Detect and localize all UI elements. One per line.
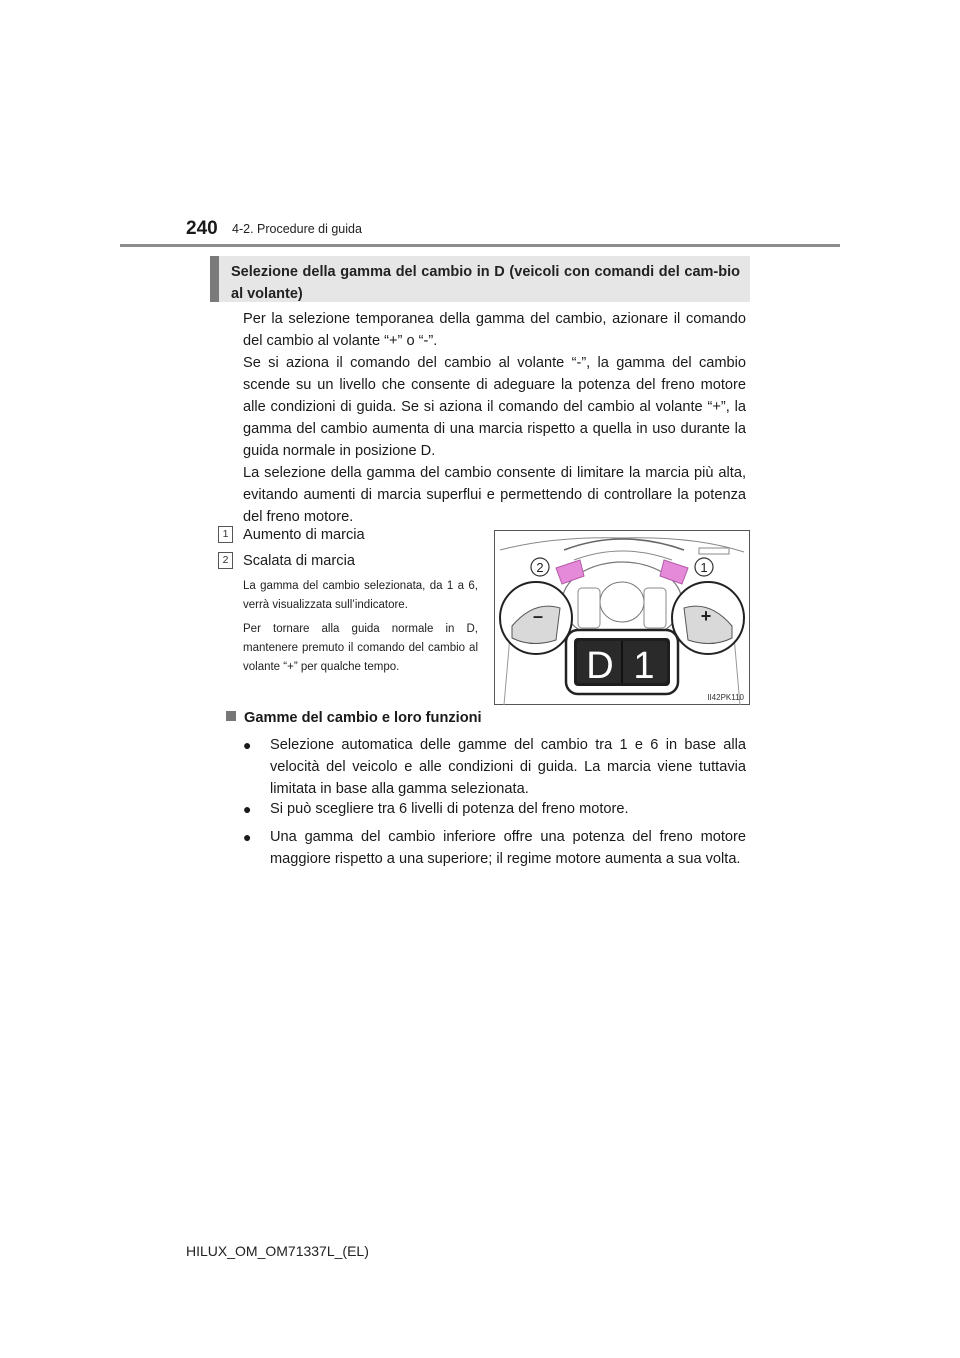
steering-wheel-paddle-figure: [494, 530, 750, 705]
minus-label: –: [532, 606, 544, 626]
paragraph: Per la selezione temporanea della gamma del cambio, azionare il comando del cambio al volante “+” o “-”.: [243, 311, 746, 349]
bullet-item: ● Si può scegliere tra 6 livelli di potenza del freno motore.: [243, 798, 746, 820]
numbered-item-downshift: [218, 552, 355, 569]
footer-code: HILUX_OM_OM71337L_(EL): [186, 1243, 369, 1259]
callout-2: 2: [536, 560, 544, 575]
paragraph: La selezione della gamma del cambio consente di limitare la marcia più alta, evitando aumenti di marcia superflui e permettendo di controllare la potenza del freno motore.: [243, 465, 746, 525]
page-number: 240: [186, 218, 218, 239]
gear-display-digit: 1: [633, 645, 655, 687]
header-rule: [120, 244, 840, 247]
section-reference: 4-2. Procedure di guida: [232, 222, 362, 236]
item-label: Scalata di marcia: [243, 553, 355, 569]
gear-display-letter: D: [586, 645, 614, 687]
callout-1: 1: [700, 560, 708, 575]
section-heading: Selezione della gamma del cambio in D (veicoli con comandi del cam-bio al volante): [210, 256, 750, 302]
plus-label: +: [700, 606, 712, 626]
subsection-title: Gamme del cambio e loro funzioni: [226, 710, 482, 726]
number-badge: 2: [218, 552, 233, 569]
bullet-item: ● Selezione automatica delle gamme del cambio tra 1 e 6 in base alla velocità del veicolo e alle condizioni di guida. La marcia viene tuttavia limitata in base alla gamma selezionata.: [243, 734, 746, 800]
paragraph: Se si aziona il comando del cambio al volante “-”, la gamma del cambio scende su un livello che consente di adeguare la potenza del freno motore alle condizioni di guida. Se si aziona il comando del cambio al volante “+”, la gamma del cambio aumenta di una marcia rispetto a quella in uso durante la guida normale in posizione D.: [243, 355, 746, 459]
bullet-dot-icon: ●: [243, 737, 252, 753]
numbered-item-upshift: [218, 526, 365, 543]
bullet-dot-icon: ●: [243, 829, 252, 845]
item-label: Aumento di marcia: [243, 527, 365, 543]
body-text: [243, 308, 746, 528]
square-bullet-icon: [226, 711, 236, 721]
note-return-normal: Per tornare alla guida normale in D, mantenere premuto il comando del cambio al volante “+” per qualche tempo.: [243, 623, 478, 673]
bullet-dot-icon: ●: [243, 801, 252, 817]
figure-code: II42PK110: [707, 693, 744, 702]
note-gear-display: La gamma del cambio selezionata, da 1 a 6, verrà visualizzata sull’indicatore.: [243, 580, 478, 611]
number-badge: 1: [218, 526, 233, 543]
bullet-item: ● Una gamma del cambio inferiore offre una potenza del freno motore maggiore rispetto a una superiore; il regime motore aumenta a sua volta.: [243, 826, 746, 870]
